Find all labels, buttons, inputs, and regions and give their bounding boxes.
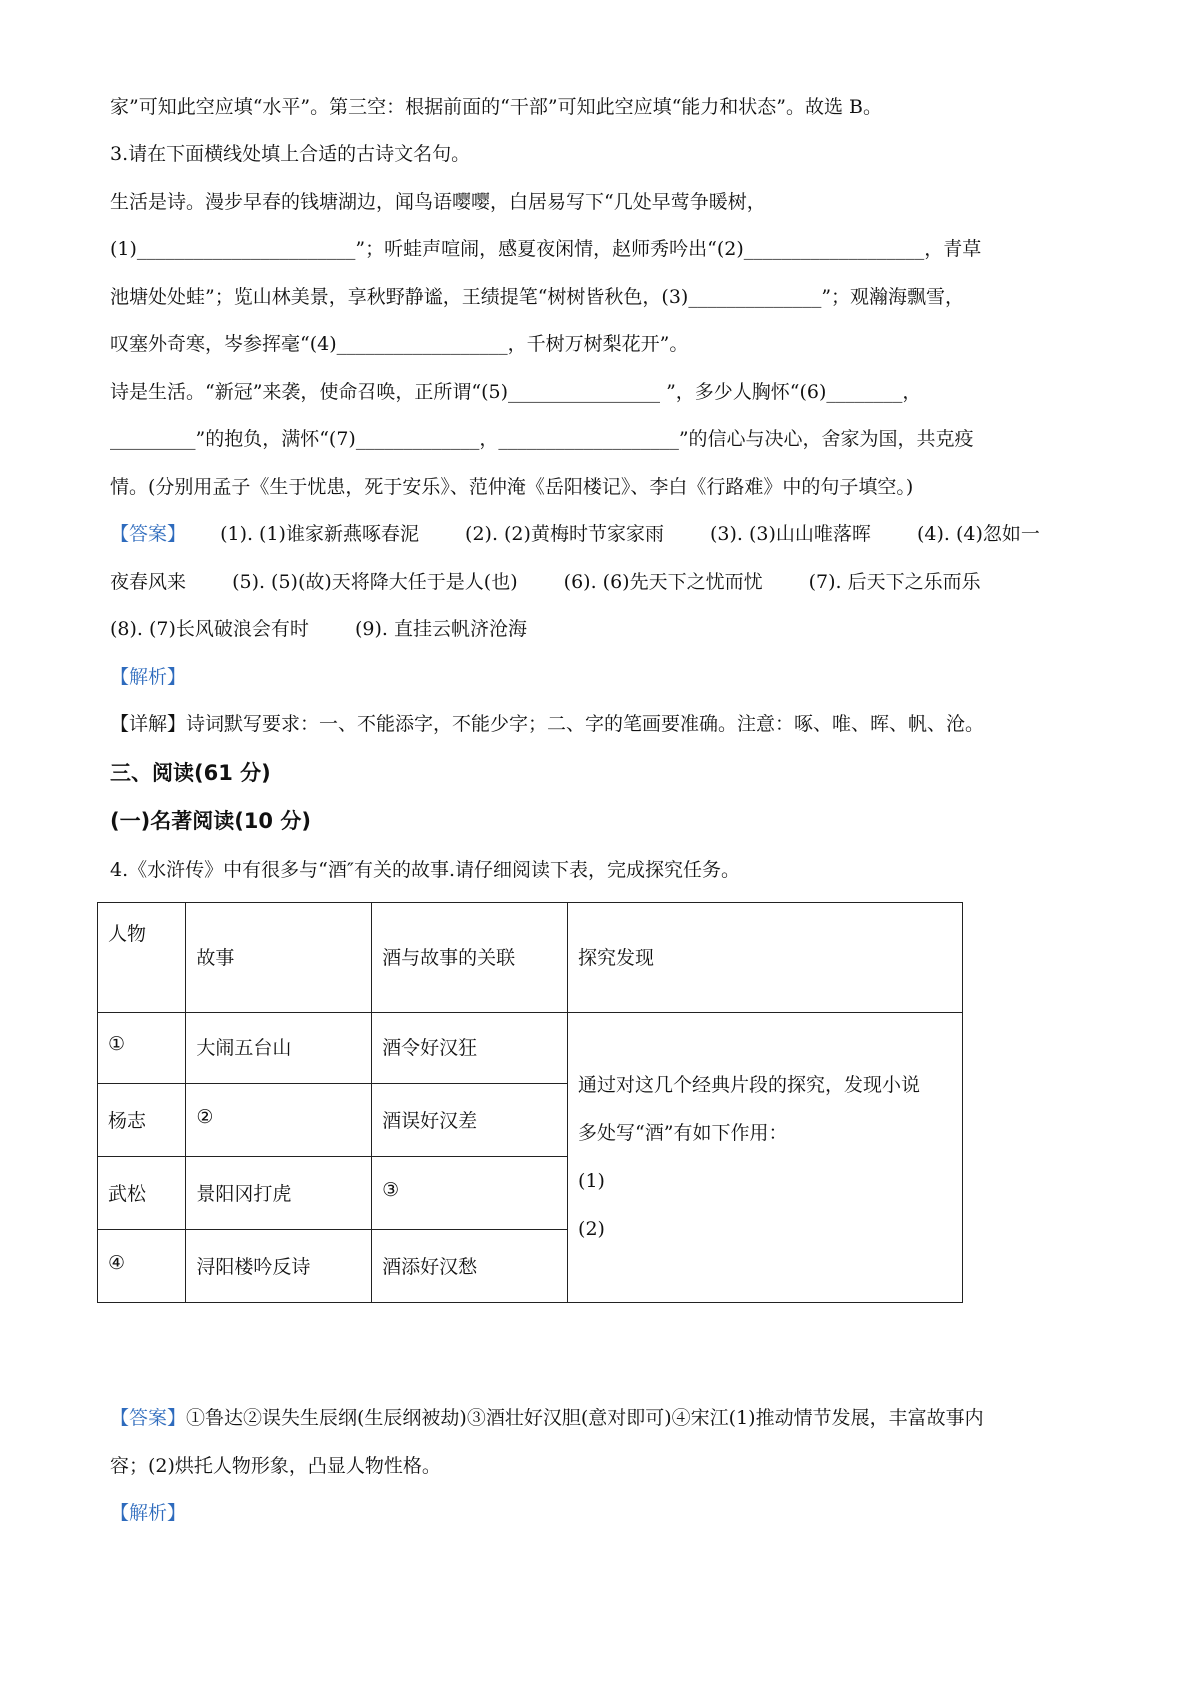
table-cell: 杨志 bbox=[98, 1084, 186, 1157]
answer-line-1 bbox=[110, 521, 1100, 547]
table-cell: 景阳冈打虎 bbox=[186, 1157, 372, 1230]
paragraph-line: (1)_______________________”；听蛙声喧闹，感夏夜闲情，赵师秀吟出“(2)___________________，青草 bbox=[110, 238, 982, 260]
table-header-cell: 探究发现 bbox=[568, 903, 963, 1013]
table-row bbox=[98, 1013, 963, 1084]
answer-tag: 【答案】 bbox=[110, 1407, 187, 1429]
table-cell: ② bbox=[186, 1084, 372, 1157]
paragraph-line: 情。(分别用孟子《生于忧患，死于安乐》、范仲淹《岳阳楼记》、李白《行路难》中的句子填空。) bbox=[110, 476, 914, 498]
paragraph-line: _________”的抱负，满怀“(7)_____________，___________________”的信心与决心，舍家为国，共克疫 bbox=[110, 428, 974, 450]
detail-line bbox=[110, 711, 1100, 737]
exploration-table bbox=[97, 902, 963, 1303]
answer-text: ①鲁达②误失生辰纲(生辰纲被劫)③酒壮好汉胆(意对即可)④宋江(1)推动情节发展，丰富故事内 bbox=[186, 1407, 984, 1429]
section-heading: 三、阅读(61 分) bbox=[110, 761, 271, 785]
table-cell: ③ bbox=[372, 1157, 568, 1230]
question-3-title: 3.请在下面横线处填上合适的古诗文名句。 bbox=[110, 143, 471, 165]
detail-text: 诗词默写要求：一、不能添字，不能少字；二、字的笔画要准确。注意：啄、唯、晖、帆、沧。 bbox=[186, 713, 985, 735]
detail-tag: 【详解】 bbox=[110, 713, 187, 735]
answer-item: (9). 直挂云帆济沧海 bbox=[354, 618, 527, 640]
analysis-line bbox=[110, 1500, 1100, 1526]
finding-block bbox=[578, 1013, 952, 1253]
question-4-title: 4.《水浒传》中有很多与“酒″有关的故事.请仔细阅读下表，完成探究任务。 bbox=[110, 859, 740, 881]
answer-item: 夜春风来 bbox=[110, 571, 187, 593]
answer-item: (6). (6)先天下之忧而忧 bbox=[563, 571, 763, 593]
answer-tag: 【答案】 bbox=[110, 523, 187, 545]
table-cell: 酒添好汉愁 bbox=[372, 1230, 568, 1303]
paragraph-line: 诗是生活。“新冠”来袭，使命召唤，正所谓“(5)________________ ”，多少人胸怀“(6)________， bbox=[110, 381, 922, 403]
answer-line: 容；(2)烘托人物形象，凸显人物性格。 bbox=[110, 1455, 441, 1477]
table-header-cell: 故事 bbox=[186, 903, 372, 1013]
table-cell: ④ bbox=[98, 1230, 186, 1303]
analysis-line bbox=[110, 664, 1100, 690]
answer-line-2 bbox=[110, 569, 1100, 595]
table-cell: ① bbox=[98, 1013, 186, 1084]
answer-item: (4). (4)忽如一 bbox=[916, 523, 1040, 545]
finding-text: 多处写“酒”有如下作用： bbox=[578, 1122, 788, 1144]
paragraph-line: 池塘处处蛙”；览山林美景，享秋野静谧，王绩提笔“树树皆秋色，(3)______________”；观瀚海飘雪， bbox=[110, 286, 965, 308]
paragraph-line: 家”可知此空应填“水平”。第三空：根据前面的“干部”可知此空应填“能力和状态”。故选 B。 bbox=[110, 96, 882, 118]
analysis-tag: 【解析】 bbox=[110, 666, 187, 688]
answer-item: (1). (1)谁家新燕啄春泥 bbox=[220, 523, 419, 545]
table-cell: 大闹五台山 bbox=[186, 1013, 372, 1084]
paragraph-line: 生活是诗。漫步早春的钱塘湖边，闻鸟语嘤嘤，白居易写下“几处早莺争暖树， bbox=[110, 191, 766, 213]
answer-item: (3). (3)山山唯落晖 bbox=[710, 523, 871, 545]
answer-item: (2). (2)黄梅时节家家雨 bbox=[465, 523, 664, 545]
answer-line-3 bbox=[110, 616, 1100, 642]
answer-item: (7). 后天下之乐而乐 bbox=[808, 571, 981, 593]
table-header-cell: 人物 bbox=[98, 903, 186, 1013]
answer-item: (5). (5)(故)天将降大任于是人(也) bbox=[232, 571, 518, 593]
table-cell: 武松 bbox=[98, 1157, 186, 1230]
finding-item: (2) bbox=[578, 1218, 605, 1240]
paragraph-line: 叹塞外奇寒，岑参挥毫“(4)__________________，千树万树梨花开”。 bbox=[110, 333, 689, 355]
table-header-cell: 酒与故事的关联 bbox=[372, 903, 568, 1013]
answer-item: (8). (7)长风破浪会有时 bbox=[110, 618, 309, 640]
finding-text: 通过对这几个经典片段的探究，发现小说 bbox=[578, 1074, 921, 1096]
finding-item: (1) bbox=[578, 1170, 605, 1192]
table-header-row bbox=[98, 903, 963, 1013]
subsection-heading: (一)名著阅读(10 分) bbox=[110, 809, 311, 833]
answer-line bbox=[110, 1405, 1100, 1431]
finding-cell bbox=[568, 1013, 963, 1303]
table-cell: 浔阳楼吟反诗 bbox=[186, 1230, 372, 1303]
table-cell: 酒误好汉差 bbox=[372, 1084, 568, 1157]
table-cell: 酒令好汉狂 bbox=[372, 1013, 568, 1084]
analysis-tag: 【解析】 bbox=[110, 1502, 187, 1524]
